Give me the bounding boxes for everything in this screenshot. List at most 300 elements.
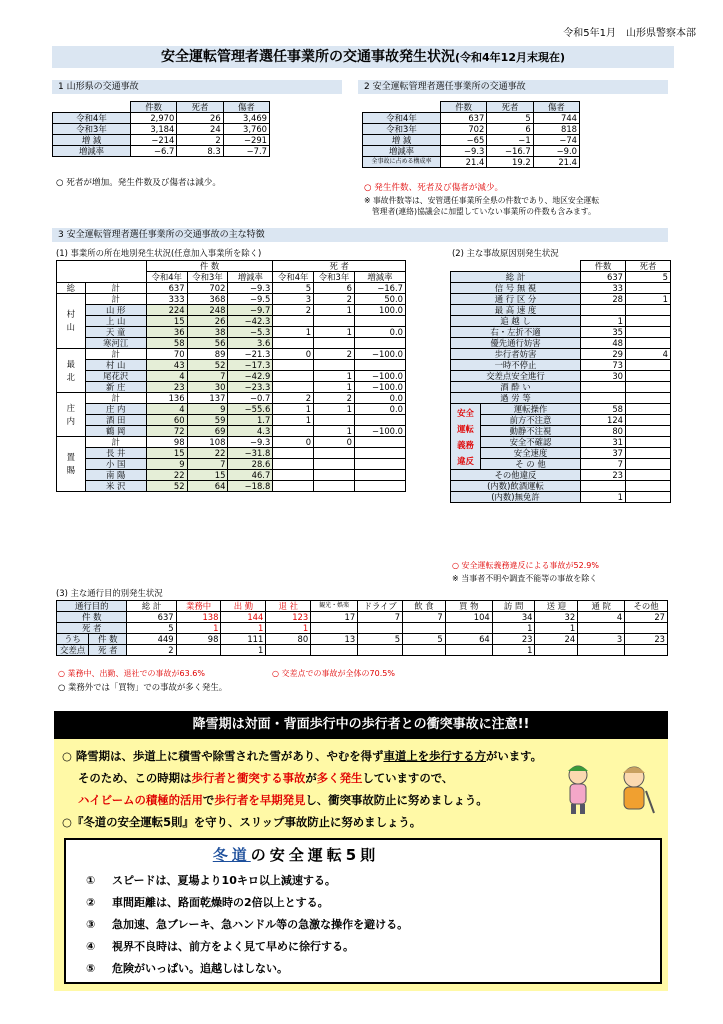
- rule-item: [86, 872, 336, 888]
- table-cell: 7: [358, 612, 403, 623]
- table-cell: −42.9: [228, 371, 273, 382]
- table-row: [451, 272, 671, 283]
- table-cell: 件数: [441, 102, 487, 113]
- rule-item: [86, 960, 288, 976]
- table-cell: −1: [487, 135, 533, 146]
- table-cell: 最 北: [57, 349, 86, 393]
- table-cell: 令和3年: [187, 272, 228, 283]
- table-cell: 増 減: [363, 135, 441, 146]
- table-cell: −23.3: [228, 382, 273, 393]
- table-cell: 123: [266, 612, 311, 623]
- table-row: [451, 349, 671, 360]
- s1-note: ○ 死者が増加。発生件数及び傷者は減少。: [56, 178, 221, 188]
- table-row: [451, 305, 671, 316]
- table-cell: [354, 481, 405, 492]
- table-cell: 件 数: [57, 612, 127, 623]
- table-cell: 令和3年: [53, 124, 131, 135]
- winter-line3: ハイビームの積極的活用で歩行者を早期発見し、衝突事故防止に努めましょう。: [78, 793, 488, 807]
- table-cell: 702: [187, 283, 228, 294]
- table-cell: 13: [311, 634, 358, 645]
- table-cell: [354, 338, 405, 349]
- table-cell: 0: [314, 437, 355, 448]
- table-cell: 744: [533, 113, 579, 124]
- table-cell: 2: [314, 294, 355, 305]
- table-cell: 9: [187, 404, 228, 415]
- table-cell: 鶴 岡: [85, 426, 146, 437]
- table-cell: [273, 448, 314, 459]
- table-cell: 24: [177, 124, 223, 135]
- table-cell: 山 形: [85, 305, 146, 316]
- table-cell: 23: [492, 634, 535, 645]
- table-cell: [581, 481, 626, 492]
- header-date-org: [474, 24, 696, 39]
- table-cell: 1: [314, 327, 355, 338]
- table-cell: 歩行者妨害: [451, 349, 581, 360]
- table-cell: [311, 645, 358, 656]
- table-cell: 南 陽: [85, 470, 146, 481]
- table-cell: 9: [146, 459, 187, 470]
- table-cell: 4: [626, 349, 671, 360]
- table-cell: 72: [146, 426, 187, 437]
- table-cell: [625, 623, 668, 634]
- table-cell: うち: [57, 634, 89, 645]
- table-cell: [626, 492, 671, 503]
- table-cell: 前方不注意: [481, 415, 581, 426]
- table-row: [57, 426, 406, 437]
- table-cell: 2,970: [131, 113, 177, 124]
- table-cell: 5: [273, 283, 314, 294]
- table-cell: [354, 437, 405, 448]
- table-cell: [626, 316, 671, 327]
- table-cell: 98: [176, 634, 221, 645]
- table-cell: 37: [581, 448, 626, 459]
- table-cell: 1: [314, 404, 355, 415]
- rules-title: 冬道の安全運転5則: [212, 846, 380, 864]
- warning-banner: 降雪期は対面・背面歩行中の歩行者との衝突事故に注意!!: [54, 711, 668, 739]
- table-cell: 村 山: [57, 294, 86, 349]
- table-row: [57, 404, 406, 415]
- table-cell: 1: [314, 305, 355, 316]
- table-cell: 飲 食: [403, 601, 446, 612]
- table-row: [363, 146, 580, 157]
- rule-text: スピードは、夏場より10キロ以上減速する。: [112, 874, 336, 887]
- table-cell: 2: [177, 135, 223, 146]
- table-cell: 件数: [131, 102, 177, 113]
- table-cell: 21.4: [441, 157, 487, 168]
- table-cell: −9.7: [228, 305, 273, 316]
- table-cell: [403, 623, 446, 634]
- org-name: 山形県警察本部: [626, 28, 696, 39]
- table-cell: 出 勤: [221, 601, 266, 612]
- table-cell: [626, 426, 671, 437]
- section2-heading: 2 安全運転管理者選任事業所の交通事故: [358, 80, 668, 94]
- table-cell: 36: [146, 327, 187, 338]
- t3-note1b: ○ 交差点での事故が全体の70.5%: [272, 669, 395, 678]
- table-row: [451, 382, 671, 393]
- table-cell: 1: [266, 623, 311, 634]
- table-cell: 最 高 速 度: [451, 305, 581, 316]
- table-cell: 80: [266, 634, 311, 645]
- table-cell: 637: [441, 113, 487, 124]
- table-cell: 1: [221, 645, 266, 656]
- table-cell: 酒 田: [85, 415, 146, 426]
- table-cell: −0.7: [228, 393, 273, 404]
- table-cell: 過 労 等: [451, 393, 581, 404]
- table-row: [451, 316, 671, 327]
- table-cell: 観光・娯楽: [311, 601, 358, 612]
- table-cell: 右・左折不適: [451, 327, 581, 338]
- table-cell: 7: [187, 371, 228, 382]
- table-cell: 件数: [581, 261, 626, 272]
- table-cell: 5: [127, 623, 176, 634]
- table-cell: 1: [492, 645, 535, 656]
- table-cell: 増減率: [354, 272, 405, 283]
- table-cell: 4.3: [228, 426, 273, 437]
- table-cell: 35: [581, 327, 626, 338]
- s2-note2: ※ 事故件数等は、安管選任事業所全県の件数であり、地区安全運転: [364, 196, 600, 205]
- table-cell: 増減率: [53, 146, 131, 157]
- table-cell: 2: [314, 349, 355, 360]
- table-cell: 通 院: [578, 601, 625, 612]
- table-cell: [581, 393, 626, 404]
- table-cell: 56: [187, 338, 228, 349]
- table-cell: 124: [581, 415, 626, 426]
- table-cell: 4: [146, 404, 187, 415]
- table-cell: [445, 645, 492, 656]
- table-cell: 3,469: [223, 113, 269, 124]
- table-cell: [53, 102, 131, 113]
- cause-table: [450, 260, 671, 503]
- table-cell: [581, 305, 626, 316]
- table-cell: −16.7: [487, 146, 533, 157]
- table-cell: [626, 338, 671, 349]
- table-cell: 637: [581, 272, 626, 283]
- table-cell: 69: [187, 426, 228, 437]
- table-cell: 30: [187, 382, 228, 393]
- table-cell: [358, 645, 403, 656]
- table-cell: 50.0: [354, 294, 405, 305]
- table-cell: 小 国: [85, 459, 146, 470]
- table-cell: 224: [146, 305, 187, 316]
- table-cell: [354, 470, 405, 481]
- table-cell: 58: [581, 404, 626, 415]
- table-row: [451, 415, 671, 426]
- table-row: [57, 634, 668, 645]
- table-cell: 15: [146, 448, 187, 459]
- t1-title: (1) 事業所の所在地別発生状況(任意加入事業所を除く): [56, 248, 262, 258]
- table-cell: ドライブ: [358, 601, 403, 612]
- table-cell: 15: [187, 470, 228, 481]
- table-row: [363, 157, 580, 168]
- table-cell: 死 者: [57, 623, 127, 634]
- table-cell: 訪 問: [492, 601, 535, 612]
- table-cell: 0.0: [354, 404, 405, 415]
- date: 令和5年1月: [563, 28, 616, 39]
- table-cell: [273, 382, 314, 393]
- table-cell: 23: [625, 634, 668, 645]
- table-cell: 248: [187, 305, 228, 316]
- table-row: [451, 327, 671, 338]
- table-cell: [57, 261, 147, 283]
- table-cell: 52: [187, 360, 228, 371]
- table-cell: 増減率: [228, 272, 273, 283]
- table-cell: 件 数: [89, 634, 127, 645]
- table-cell: 村 山: [85, 360, 146, 371]
- table-cell: 2: [127, 645, 176, 656]
- table-cell: 31: [581, 437, 626, 448]
- s1-table: [52, 101, 270, 157]
- table-cell: 17: [311, 612, 358, 623]
- table-cell: 米 沢: [85, 481, 146, 492]
- table-cell: −74: [533, 135, 579, 146]
- table-cell: 0: [273, 437, 314, 448]
- table-cell: 64: [187, 481, 228, 492]
- table-cell: [626, 382, 671, 393]
- table-cell: 24: [535, 634, 578, 645]
- table-cell: 1: [176, 623, 221, 634]
- table-cell: 5: [358, 634, 403, 645]
- winter-line1: ○ 降雪期は、歩道上に積雪や除雪された雪があり、やむを得ず車道上を歩行する方がいます。: [62, 749, 543, 763]
- table-cell: 信 号 無 視: [451, 283, 581, 294]
- table-cell: 637: [127, 612, 176, 623]
- table-row: [451, 338, 671, 349]
- table-cell: 死 者: [273, 261, 406, 272]
- table-cell: 108: [187, 437, 228, 448]
- table-row: [57, 601, 668, 612]
- table-row: [53, 124, 270, 135]
- table-cell: [273, 426, 314, 437]
- table-cell: 1: [314, 382, 355, 393]
- table-cell: 庄 内: [85, 404, 146, 415]
- table-row: [363, 124, 580, 135]
- table-cell: 32: [535, 612, 578, 623]
- table-cell: [626, 415, 671, 426]
- table-cell: 尾花沢: [85, 371, 146, 382]
- table-cell: 22: [187, 448, 228, 459]
- location-table: [56, 260, 406, 492]
- table-row: [53, 146, 270, 157]
- table-cell: 59: [187, 415, 228, 426]
- table-row: [451, 294, 671, 305]
- table-row: [57, 481, 406, 492]
- table-cell: 43: [146, 360, 187, 371]
- table-cell: 26: [187, 316, 228, 327]
- table-cell: 333: [146, 294, 187, 305]
- rule-item: [86, 916, 408, 932]
- table-cell: −291: [223, 135, 269, 146]
- table-cell: 安全速度: [481, 448, 581, 459]
- table-cell: [626, 437, 671, 448]
- table-cell: 通 行 区 分: [451, 294, 581, 305]
- table-cell: [626, 404, 671, 415]
- table-cell: −6.7: [131, 146, 177, 157]
- table-row: [57, 316, 406, 327]
- table-row: [57, 349, 406, 360]
- table-cell: (内数)飲酒運転: [451, 481, 581, 492]
- table-cell: 6: [487, 124, 533, 135]
- table-cell: [358, 623, 403, 634]
- t3-title: (3) 主な通行目的別発生状況: [56, 588, 163, 598]
- table-cell: 死 者: [89, 645, 127, 656]
- table-cell: 7: [403, 612, 446, 623]
- table-cell: 70: [146, 349, 187, 360]
- table-cell: 33: [581, 283, 626, 294]
- table-cell: [578, 623, 625, 634]
- table-cell: −55.6: [228, 404, 273, 415]
- table-cell: 安全不確認: [481, 437, 581, 448]
- table-cell: [354, 316, 405, 327]
- table-row: [57, 360, 406, 371]
- table-cell: 3: [578, 634, 625, 645]
- table-cell: 通行目的: [57, 601, 127, 612]
- table-cell: 件 数: [146, 261, 273, 272]
- table-cell: [581, 382, 626, 393]
- table-cell: 30: [581, 371, 626, 382]
- table-cell: [578, 645, 625, 656]
- table-row: [57, 470, 406, 481]
- table-cell: −16.7: [354, 283, 405, 294]
- rule-number: ④: [86, 940, 96, 953]
- table-cell: [273, 316, 314, 327]
- table-cell: 計: [85, 349, 146, 360]
- table-cell: [403, 645, 446, 656]
- table-row: [53, 102, 270, 113]
- table-row: [57, 645, 668, 656]
- table-cell: 0: [273, 349, 314, 360]
- rule-text: 視界不良時は、前方をよく見て早めに徐行する。: [112, 940, 354, 953]
- table-cell: 3,760: [223, 124, 269, 135]
- table-row: [363, 102, 580, 113]
- purpose-table: [56, 600, 668, 656]
- s2-table: [362, 101, 580, 168]
- table-cell: 26: [177, 113, 223, 124]
- table-cell: 29: [581, 349, 626, 360]
- table-cell: 計: [85, 437, 146, 448]
- rule-number: ①: [86, 874, 96, 887]
- table-cell: 818: [533, 124, 579, 135]
- table-cell: −17.3: [228, 360, 273, 371]
- winter-line2: そのため、この時期は歩行者と衝突する事故が多く発生していますので、: [78, 771, 454, 785]
- table-row: [363, 135, 580, 146]
- table-cell: 死者: [626, 261, 671, 272]
- table-cell: [314, 459, 355, 470]
- table-row: [57, 261, 406, 272]
- pedestrian-illustration: [554, 761, 662, 817]
- table-cell: 7: [187, 459, 228, 470]
- table-row: [57, 459, 406, 470]
- table-row: [57, 305, 406, 316]
- winter-line4: ○『冬道の安全運転5則』を守り、スリップ事故防止に努めましょう。: [62, 815, 422, 829]
- table-cell: 交差点: [57, 645, 89, 656]
- table-cell: [266, 645, 311, 656]
- table-cell: [354, 415, 405, 426]
- table-row: [57, 448, 406, 459]
- table-cell: 98: [146, 437, 187, 448]
- table-cell: 5: [487, 113, 533, 124]
- table-cell: 置 賜: [57, 437, 86, 492]
- table-row: [451, 404, 671, 415]
- table-cell: 58: [146, 338, 187, 349]
- table-cell: (内数)無免許: [451, 492, 581, 503]
- table-cell: 計: [85, 393, 146, 404]
- table-cell: 1: [273, 327, 314, 338]
- table-cell: 637: [146, 283, 187, 294]
- table-cell: 死者: [177, 102, 223, 113]
- table-cell: [314, 316, 355, 327]
- table-cell: 1: [581, 316, 626, 327]
- table-cell: [626, 481, 671, 492]
- table-cell: [273, 459, 314, 470]
- table-cell: 27: [625, 612, 668, 623]
- table-row: [363, 113, 580, 124]
- table-cell: −9.0: [533, 146, 579, 157]
- table-cell: 3,184: [131, 124, 177, 135]
- table-cell: 交差点安全進行: [451, 371, 581, 382]
- table-cell: −100.0: [354, 371, 405, 382]
- table-cell: −9.3: [228, 437, 273, 448]
- table-cell: [354, 448, 405, 459]
- table-cell: −9.3: [441, 146, 487, 157]
- table-cell: −5.3: [228, 327, 273, 338]
- table-cell: 28.6: [228, 459, 273, 470]
- table-cell: [273, 481, 314, 492]
- table-cell: 優先通行妨害: [451, 338, 581, 349]
- table-cell: 増減率: [363, 146, 441, 157]
- table-cell: 1: [314, 371, 355, 382]
- table-cell: [311, 623, 358, 634]
- page-title: 安全運転管理者選任事業所の交通事故発生状況(令和4年12月末現在): [52, 46, 674, 68]
- table-cell: 傷者: [533, 102, 579, 113]
- table-cell: 1: [626, 294, 671, 305]
- rule-item: [86, 938, 354, 954]
- table-cell: 1: [221, 623, 266, 634]
- table-cell: 令和4年: [146, 272, 187, 283]
- rule-number: ③: [86, 918, 96, 931]
- table-cell: 長 井: [85, 448, 146, 459]
- table-cell: [354, 459, 405, 470]
- table-cell: 計: [85, 294, 146, 305]
- table-cell: 104: [445, 612, 492, 623]
- table-cell: 23: [581, 470, 626, 481]
- table-cell: 1.7: [228, 415, 273, 426]
- table-cell: 令和4年: [273, 272, 314, 283]
- table-cell: 天 童: [85, 327, 146, 338]
- table-row: [451, 261, 671, 272]
- table-cell: 庄 内: [57, 393, 86, 437]
- table-row: [57, 327, 406, 338]
- table-cell: 80: [581, 426, 626, 437]
- table-cell: −9.3: [228, 283, 273, 294]
- table-cell: [626, 360, 671, 371]
- table-cell: −18.8: [228, 481, 273, 492]
- table-cell: −65: [441, 135, 487, 146]
- table-cell: 2: [273, 393, 314, 404]
- table-cell: 38: [187, 327, 228, 338]
- table-cell: 運転操作: [481, 404, 581, 415]
- table-row: [451, 371, 671, 382]
- table-cell: 89: [187, 349, 228, 360]
- table-cell: [314, 448, 355, 459]
- table-cell: 64: [445, 634, 492, 645]
- table-row: [57, 371, 406, 382]
- table-row: [57, 612, 668, 623]
- table-cell: 令和3年: [314, 272, 355, 283]
- table-cell: 23: [146, 382, 187, 393]
- t2-note2: ※ 当事者不明や調査不能等の事故を除く: [452, 574, 598, 583]
- table-cell: 0.0: [354, 327, 405, 338]
- table-cell: 上 山: [85, 316, 146, 327]
- section1-heading: 1 山形県の交通事故: [52, 80, 342, 94]
